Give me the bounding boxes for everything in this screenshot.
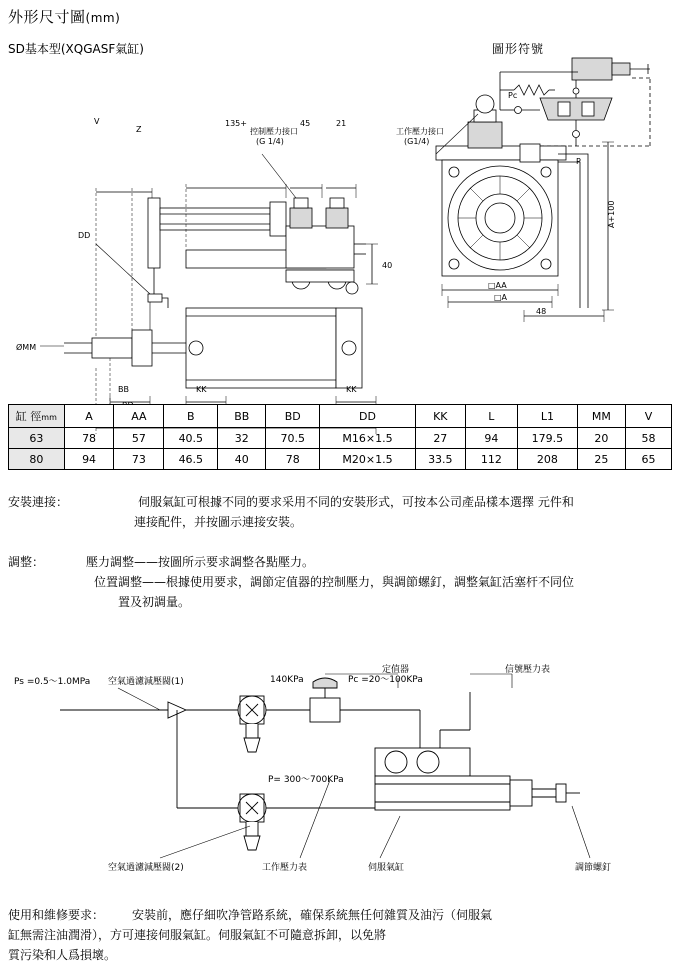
header-bore-label: 缸 徑 xyxy=(15,410,42,423)
cell-a: 78 xyxy=(64,428,114,449)
cell-dd: M20×1.5 xyxy=(320,449,415,470)
maintenance-text-1: 安裝前，應仔細吹净管路系統，確保系統無任何雜質及油污（伺服氣 xyxy=(132,908,493,922)
svg-text:KK: KK xyxy=(196,385,207,394)
table-header-cell-6: DD xyxy=(320,405,415,428)
servo-cylinder-label: 伺服氣缸 xyxy=(368,863,405,873)
table-header-cell-1: A xyxy=(64,405,114,428)
adjustment-text-3: 置及初調量。 xyxy=(118,595,191,609)
work-gauge-label: 工作壓力表 xyxy=(262,863,308,873)
installation-line-1 xyxy=(8,492,673,512)
cell-l1: 208 xyxy=(517,449,577,470)
cell-kk: 33.5 xyxy=(415,449,465,470)
maintenance-line-3 xyxy=(8,945,673,965)
svg-text:□AA: □AA xyxy=(488,281,507,290)
table-header-cell-3: B xyxy=(164,405,218,428)
symbol-diagram-title: 圖形符號 xyxy=(492,42,545,56)
svg-text:(G 1/4): (G 1/4) xyxy=(256,137,284,146)
cell-b: 40.5 xyxy=(164,428,218,449)
filter2-label: 空氣過濾減壓閥(2) xyxy=(108,863,184,873)
svg-text:45: 45 xyxy=(300,119,311,128)
svg-text:48: 48 xyxy=(536,307,547,316)
page-title-unit: (mm) xyxy=(85,11,121,25)
adjustment-line-3 xyxy=(8,592,673,612)
table-header-cell-10: MM xyxy=(577,405,625,428)
table-header-cell-2: AA xyxy=(114,405,164,428)
adjust-screw-label: 調節螺釘 xyxy=(575,863,612,873)
regulator-label: 定值器 xyxy=(382,665,410,675)
cell-mm: 20 xyxy=(577,428,625,449)
table-header-row xyxy=(9,405,672,428)
svg-text:40: 40 xyxy=(382,261,393,270)
cell-kk: 27 xyxy=(415,428,465,449)
table-header-cell-0 xyxy=(9,405,65,428)
table-header-cell-7: KK xyxy=(415,405,465,428)
installation-text-1: 伺服氣缸可根據不同的要求采用不同的安裝形式，可按本公司產品樣本選擇 元件和 xyxy=(138,495,574,509)
header-bore-unit: mm xyxy=(41,413,57,422)
filter1-label: 空氣過濾減壓閥(1) xyxy=(108,677,184,687)
svg-text:ØMM: ØMM xyxy=(16,343,37,352)
table-row xyxy=(9,449,672,470)
svg-text:Pc: Pc xyxy=(508,91,518,100)
adjustment-text-2: 位置調整——根據使用要求，調節定值器的控制壓力，與調節螺釘，調整氣缸活塞杆不同位 xyxy=(94,575,575,589)
svg-text:V: V xyxy=(94,117,100,126)
installation-paragraph xyxy=(8,492,673,532)
table-header-cell-4: BB xyxy=(218,405,266,428)
svg-text:135+: 135+ xyxy=(225,119,247,128)
kpa140-label: 140KPa xyxy=(270,675,304,685)
table-header-cell-8: L xyxy=(465,405,517,428)
table-header-cell-9: L1 xyxy=(517,405,577,428)
maintenance-text-2: 缸無需注油潤滑），方可連接伺服氣缸。伺服氣缸不可隨意拆卸，以免將 xyxy=(8,928,387,942)
svg-text:A+100: A+100 xyxy=(607,200,616,228)
maintenance-line-1 xyxy=(8,905,673,925)
cell-l: 94 xyxy=(465,428,517,449)
table-header-cell-11: V xyxy=(625,405,671,428)
page-title xyxy=(8,6,120,27)
table-header-cell-5: BD xyxy=(266,405,320,428)
cell-bb: 32 xyxy=(218,428,266,449)
model-subtitle: SD基本型(XQGASF氣缸) xyxy=(8,42,144,56)
svg-text:工作壓力接口: 工作壓力接口 xyxy=(396,127,444,136)
cell-v: 65 xyxy=(625,449,671,470)
maintenance-line-2 xyxy=(8,925,673,945)
maintenance-label: 使用和維修要求： xyxy=(8,908,105,922)
svg-text:(G1/4): (G1/4) xyxy=(404,137,430,146)
cell-l1: 179.5 xyxy=(517,428,577,449)
specification-table xyxy=(8,404,672,470)
p300-label: P= 300～700KPa xyxy=(268,775,344,785)
cell-bb: 40 xyxy=(218,449,266,470)
table-row xyxy=(9,428,672,449)
adjustment-text-1: 壓力調整——按圖所示要求調整各點壓力。 xyxy=(86,555,315,569)
adjustment-line-2 xyxy=(8,572,673,592)
svg-text:P: P xyxy=(576,157,581,166)
svg-text:Z: Z xyxy=(136,125,142,134)
pneumatic-circuit-diagram xyxy=(0,630,683,895)
cell-bd: 78 xyxy=(266,449,320,470)
adjustment-line-1 xyxy=(8,552,673,572)
svg-text:DD: DD xyxy=(78,231,91,240)
cell-mm: 25 xyxy=(577,449,625,470)
cell-bd: 70.5 xyxy=(266,428,320,449)
installation-text-2: 連接配件，并按圖示連接安裝。 xyxy=(134,515,303,529)
installation-line-2 xyxy=(8,512,673,532)
ps-label: Ps =0.5～1.0MPa xyxy=(14,677,91,687)
svg-text:21: 21 xyxy=(336,119,347,128)
maintenance-paragraph xyxy=(8,905,673,965)
pc-label: Pc =20～100KPa xyxy=(348,675,423,685)
adjustment-label: 調整： xyxy=(8,555,45,569)
cell-bore: 80 xyxy=(9,449,65,470)
maintenance-text-3: 質污染和人爲損壞。 xyxy=(8,948,117,962)
svg-text:控制壓力接口: 控制壓力接口 xyxy=(250,127,298,136)
installation-label: 安裝連接： xyxy=(8,495,69,509)
signal-gauge-label: 信號壓力表 xyxy=(505,665,551,675)
cell-l: 112 xyxy=(465,449,517,470)
svg-text:□A: □A xyxy=(494,293,508,302)
cell-aa: 73 xyxy=(114,449,164,470)
cell-a: 94 xyxy=(64,449,114,470)
dimension-drawing xyxy=(0,58,683,398)
cell-b: 46.5 xyxy=(164,449,218,470)
adjustment-paragraph xyxy=(8,552,673,612)
cell-v: 58 xyxy=(625,428,671,449)
cell-bore: 63 xyxy=(9,428,65,449)
svg-text:BB: BB xyxy=(118,385,129,394)
page-title-text: 外形尺寸圖 xyxy=(8,8,86,26)
cell-aa: 57 xyxy=(114,428,164,449)
cell-dd: M16×1.5 xyxy=(320,428,415,449)
svg-text:KK: KK xyxy=(346,385,357,394)
